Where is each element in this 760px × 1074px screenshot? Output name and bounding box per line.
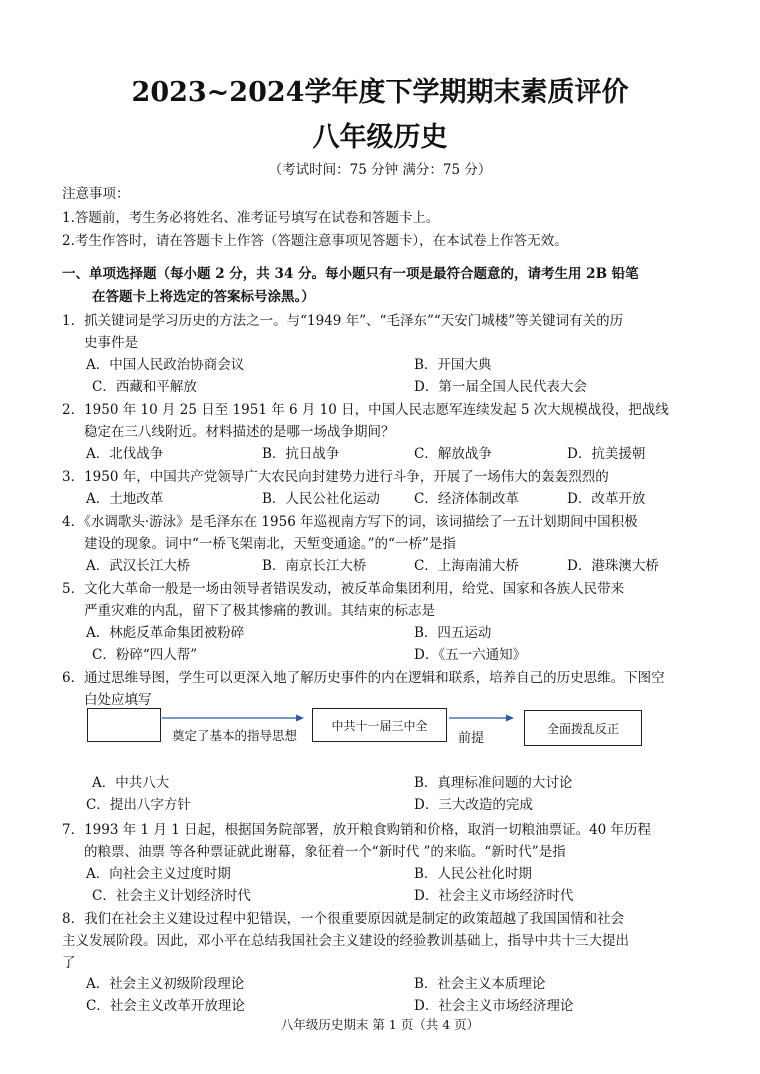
question-1-stem: 1．抓关键词是学习历史的方法之一。与“1949 年”、“毛泽东”“天安门城楼”等关键词有关的历 (62, 313, 624, 329)
question-1-stem-cont: 史事件是 (84, 335, 138, 351)
q1-option-b: B．开国大典 (414, 357, 492, 373)
q1-option-d: D．第一届全国人民代表大会 (414, 379, 587, 395)
mindmap-box-plenum-label: 中共十一届三中全 (331, 718, 428, 733)
q5-option-d: D．《五一六通知》 (414, 647, 527, 663)
q3-option-c: C．经济体制改革 (414, 491, 519, 507)
q5-option-b: B．四五运动 (414, 625, 492, 641)
question-6-stem: 6．通过思维导图，学生可以更深入地了解历史事件的内在逻辑和联系，培养自己的历史思维。下图空 (62, 670, 665, 686)
q4-option-b: B．南京长江大桥 (262, 558, 367, 574)
q6-option-c: C．提出八字方针 (86, 797, 191, 813)
notes-heading: 注意事项： (62, 186, 130, 202)
q1-option-c: C．西藏和平解放 (92, 379, 197, 395)
question-7-stem-cont: 的粮票、油票 等各种票证就此谢幕，象征着一个“新时代 ”的来临。“新时代”是指 (84, 844, 566, 860)
note-item-2: 2.考生作答时，请在答题卡上作答（答题注意事项见答题卡），在本试卷上作答无效。 (62, 233, 568, 249)
question-4-stem-cont: 建设的现象。词中“一桥飞架南北，天堑变通途。”的“一桥”是指 (84, 536, 456, 552)
section-heading-cont: 在答题卡上将选定的答案标号涂黑。） (92, 289, 315, 305)
q4-option-d: D．港珠澳大桥 (567, 558, 659, 574)
q8-option-c: C．社会主义改革开放理论 (86, 998, 245, 1014)
mindmap-label-guiding: 奠定了基本的指导思想 (172, 728, 298, 743)
q3-option-d: D．改革开放 (567, 491, 646, 507)
section-heading: 一、单项选择题（每小题 2 分，共 34 分。每小题只有一项是最符合题意的，请考生用 2B 铅笔 (62, 266, 639, 282)
q1-option-a: A．中国人民政治协商会议 (86, 357, 245, 373)
q3-option-b: B．人民公社化运动 (262, 491, 380, 507)
question-3-stem: 3．1950 年，中国共产党领导广大农民向封建势力进行斗争，开展了一场伟大的轰轰烈烈的 (62, 469, 609, 485)
question-5-stem-cont: 严重灾难的内乱，留下了极其惨痛的教训。其结束的标志是 (84, 603, 435, 619)
q6-option-b: B．真理标准问题的大讨论 (414, 775, 573, 791)
q2-option-c: C．解放战争 (414, 446, 492, 462)
q4-option-a: A．武汉长江大桥 (86, 558, 191, 574)
q7-option-d: D．社会主义市场经济时代 (414, 888, 574, 904)
mindmap-label-premise: 前提 (458, 731, 485, 746)
question-5-stem: 5．文化大革命一般是一场由领导者错误发动，被反革命集团利用，给党、国家和各族人民带来 (62, 581, 625, 597)
q7-option-a: A．向社会主义过度时期 (86, 866, 231, 882)
question-8-stem: 8．我们在社会主义建设过程中犯错误，一个很重要原因就是制定的政策超越了我国国情和社会 (62, 911, 625, 927)
question-8-stem-cont-2: 了 (62, 955, 76, 971)
note-item-1: 1.答题前，考生务必将姓名、准考证号填写在试卷和答题卡上。 (62, 210, 440, 226)
q8-option-a: A．社会主义初级阶段理论 (86, 976, 245, 992)
question-8-stem-cont: 主义发展阶段。因此，邓小平在总结我国社会主义建设的经验教训基础上，指导中共十三大提出 (62, 933, 629, 949)
q8-option-b: B．社会主义本质理论 (414, 976, 546, 992)
q5-option-a: A．林彪反革命集团被粉碎 (86, 625, 245, 641)
q8-option-d: D．社会主义市场经济理论 (414, 998, 574, 1014)
mindmap-arrow-1 (162, 715, 304, 722)
exam-title: 2023~2024学年度下学期期末素质评价 (131, 77, 629, 108)
q7-option-b: B．人民公社化时期 (414, 866, 532, 882)
page-footer: 八年级历史期末 第 1 页（共 4 页） (280, 1017, 480, 1032)
q2-option-b: B．抗日战争 (262, 446, 340, 462)
mindmap-box-correction-label: 全面拨乱反正 (546, 721, 619, 736)
question-6-stem-cont: 白处应填写 (84, 692, 152, 708)
question-2-stem: 2．1950 年 10 月 25 日至 1951 年 6 月 10 日，中国人民志愿军连续发起 5 次大规模战役，把战线 (62, 402, 669, 418)
exam-info: （考试时间：75 分钟 满分：75 分） (268, 162, 492, 178)
mindmap-arrow-2 (449, 715, 514, 722)
q2-option-a: A．北伐战争 (86, 446, 164, 462)
question-2-stem-cont: 稳定在三八线附近。材料描述的是哪一场战争期间？ (84, 424, 395, 440)
question-7-stem: 7．1993 年 1 月 1 日起，根据国务院部署，放开粮食购销和价格，取消一切粮油票证。40 年历程 (62, 822, 652, 838)
q6-option-d: D．三大改造的完成 (414, 797, 533, 813)
q7-option-c: C．社会主义计划经济时代 (92, 888, 251, 904)
q6-option-a: A．中共八大 (92, 775, 170, 791)
q3-option-a: A．土地改革 (86, 491, 164, 507)
question-4-stem: 4．《水调歌头·游泳》是毛泽东在 1956 年巡视南方写下的词，该词描绘了一五计划期间中国积极 (62, 514, 638, 530)
subject-title: 八年级历史 (312, 122, 448, 153)
q5-option-c: C．粉碎“四人帮” (92, 647, 198, 663)
q4-option-c: C．上海南浦大桥 (414, 558, 519, 574)
q2-option-d: D．抗美援朝 (567, 446, 646, 462)
